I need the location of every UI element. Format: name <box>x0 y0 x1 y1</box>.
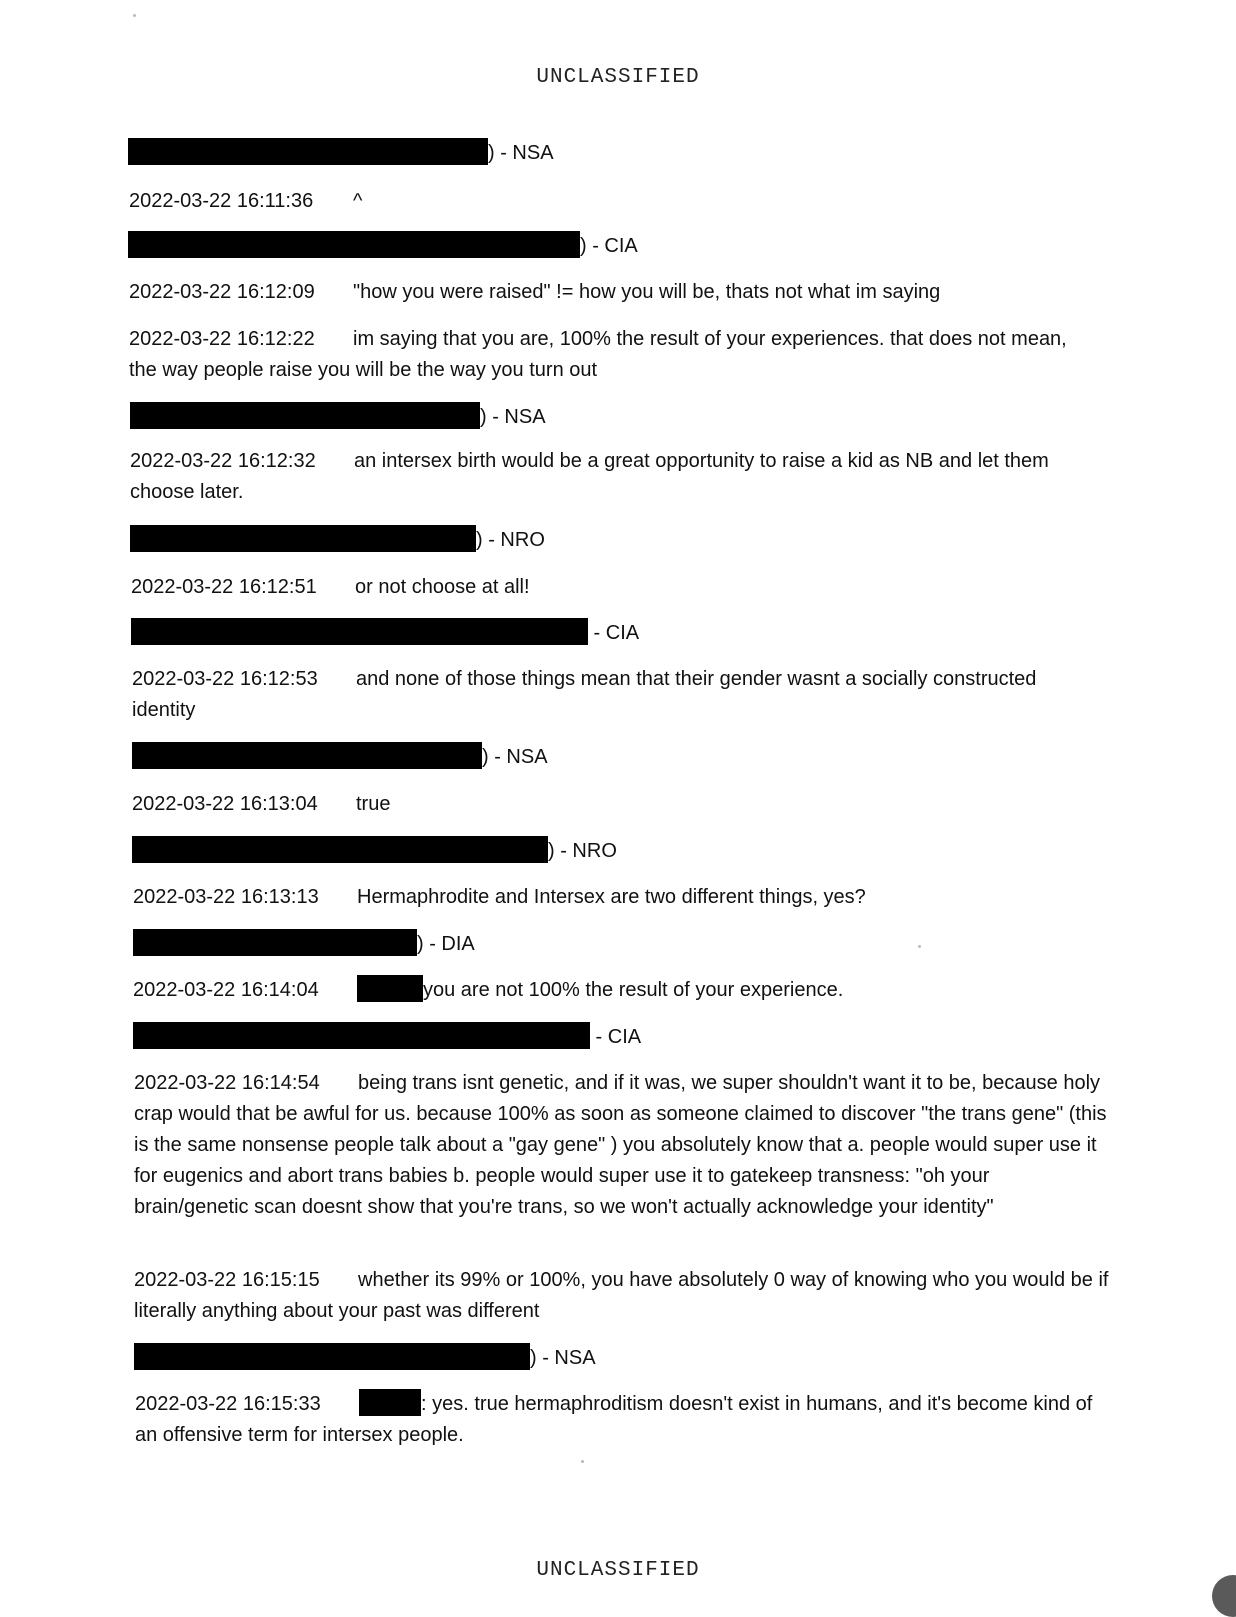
sender-agency: ) - NRO <box>476 529 545 551</box>
sender-line <box>130 525 545 556</box>
message-timestamp: 2022-03-22 16:12:32 <box>130 450 316 472</box>
message-text: being trans isnt genetic, and if it was, we super shouldn't want it to be, because holy crap would that be awful for us. because 100% as soon as someone claimed to discover "the trans gene" (this is the same nonsense people talk about a "gay gene" ) you absolutely know that a. people would super use it for eugenics and abort trans babies b. people would super use it to gatekeep transness: "oh your brain/genetic scan doesnt show that you're trans, so we won't actually acknowledge your identity" <box>134 1072 1107 1218</box>
redaction-block <box>130 402 480 429</box>
message-timestamp: 2022-03-22 16:14:54 <box>134 1072 320 1094</box>
message-timestamp: 2022-03-22 16:12:53 <box>132 668 318 690</box>
message-text: im saying that you are, 100% the result of your experiences. that does not mean, the way people raise you will be the way you turn out <box>129 328 1067 381</box>
sender-agency: ) - DIA <box>417 933 475 955</box>
redaction-block <box>359 1389 421 1416</box>
chat-message <box>130 446 1095 508</box>
message-text: "how you were raised" != how you will be, thats not what im saying <box>353 281 941 303</box>
chat-message <box>129 186 1089 217</box>
sender-line <box>133 1022 641 1053</box>
message-timestamp: 2022-03-22 16:12:09 <box>129 281 315 303</box>
classification-footer: UNCLASSIFIED <box>536 1559 700 1582</box>
chat-message <box>132 664 1092 726</box>
message-timestamp: 2022-03-22 16:12:22 <box>129 328 315 350</box>
redaction-block <box>357 975 423 1002</box>
scan-speck <box>133 14 136 17</box>
sender-line <box>132 836 617 867</box>
sender-line <box>132 742 548 773</box>
redaction-block <box>132 742 482 769</box>
message-text: ^ <box>353 190 363 212</box>
redaction-block <box>131 618 588 645</box>
sender-agency: ) - CIA <box>580 235 638 257</box>
message-text: you are not 100% the result of your experience. <box>423 979 844 1001</box>
message-text: true <box>356 793 391 815</box>
message-text: or not choose at all! <box>355 576 530 598</box>
chat-message <box>133 882 1093 913</box>
sender-agency: ) - NSA <box>530 1347 596 1369</box>
sender-agency: ) - NSA <box>482 746 548 768</box>
sender-line <box>134 1343 596 1374</box>
scan-speck <box>918 945 921 948</box>
chat-message <box>129 324 1089 386</box>
redaction-block <box>134 1343 530 1370</box>
chat-message <box>135 1389 1100 1451</box>
sender-line <box>128 231 638 262</box>
message-timestamp: 2022-03-22 16:13:13 <box>133 886 319 908</box>
sender-agency: ) - NSA <box>480 406 546 428</box>
message-text: and none of those things mean that their gender wasnt a socially constructed identity <box>132 668 1037 721</box>
redaction-block <box>133 929 417 956</box>
chat-message <box>133 975 1093 1006</box>
sender-line <box>131 618 639 649</box>
message-text: an intersex birth would be a great opportunity to raise a kid as NB and let them choose later. <box>130 450 1049 503</box>
redaction-block <box>132 836 548 863</box>
message-timestamp: 2022-03-22 16:14:04 <box>133 979 319 1001</box>
redaction-block <box>128 138 488 165</box>
chat-message <box>129 277 1089 308</box>
redaction-block <box>130 525 476 552</box>
message-text: Hermaphrodite and Intersex are two different things, yes? <box>357 886 866 908</box>
chat-message <box>134 1265 1109 1327</box>
sender-line <box>130 402 546 433</box>
sender-line <box>133 929 475 960</box>
message-timestamp: 2022-03-22 16:12:51 <box>131 576 317 598</box>
sender-agency: - CIA <box>590 1026 642 1048</box>
scan-speck <box>581 1460 584 1463</box>
message-timestamp: 2022-03-22 16:15:33 <box>135 1393 321 1415</box>
redaction-block <box>128 231 580 258</box>
message-text: : yes. true hermaphroditism doesn't exist in humans, and it's become kind of an offensive term for intersex people. <box>135 1393 1093 1446</box>
redaction-block <box>133 1022 590 1049</box>
message-timestamp: 2022-03-22 16:15:15 <box>134 1269 320 1291</box>
sender-line <box>128 138 554 169</box>
message-timestamp: 2022-03-22 16:13:04 <box>132 793 318 815</box>
sender-agency: ) - NSA <box>488 142 554 164</box>
chat-message <box>134 1068 1109 1223</box>
message-timestamp: 2022-03-22 16:11:36 <box>129 190 314 212</box>
message-text: whether its 99% or 100%, you have absolutely 0 way of knowing who you would be if literally anything about your past was different <box>134 1269 1109 1322</box>
chat-message <box>131 572 1091 603</box>
chat-message <box>132 789 1092 820</box>
classification-header: UNCLASSIFIED <box>536 66 700 89</box>
sender-agency: - CIA <box>588 622 640 644</box>
sender-agency: ) - NRO <box>548 840 617 862</box>
